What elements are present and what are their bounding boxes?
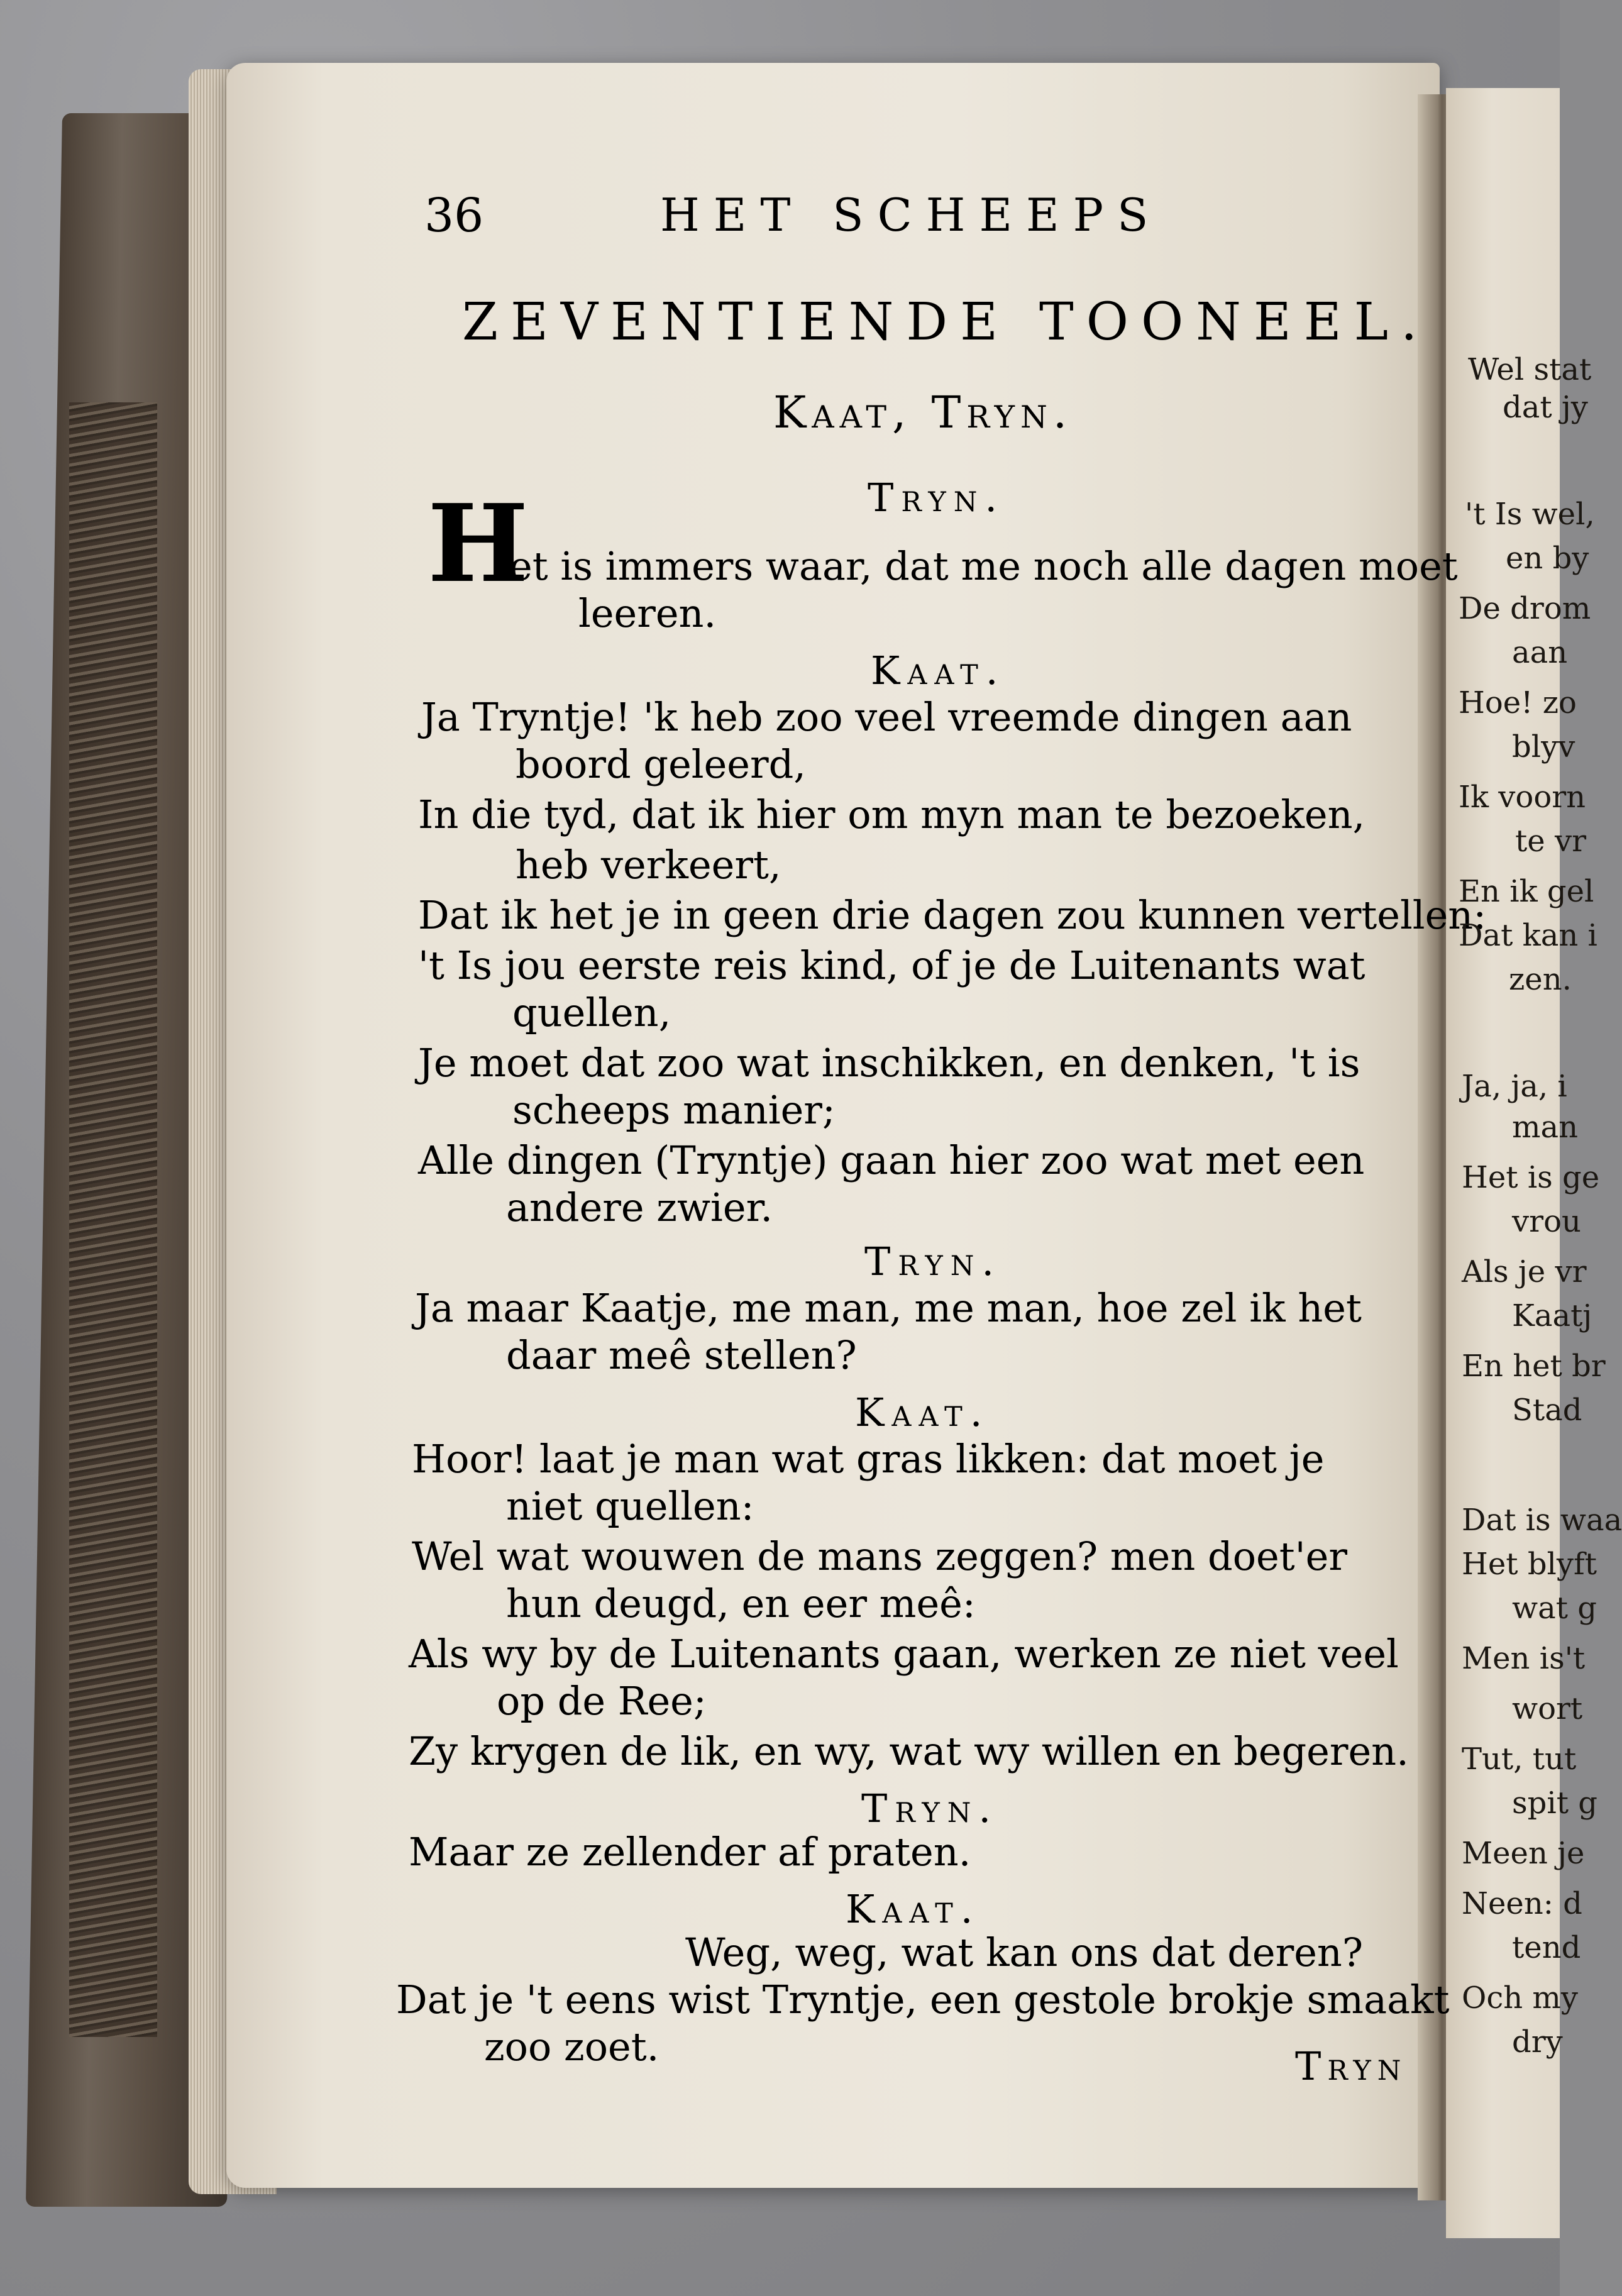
right-page-fragment: Hoe! zo (1459, 685, 1577, 720)
right-page-fragment: Kaatj (1512, 1298, 1592, 1333)
right-page-fragment: Neen: d (1462, 1886, 1582, 1921)
catchword: Tryn (1295, 2043, 1408, 2089)
right-page-fragment: Och my (1462, 1980, 1579, 2016)
right-page-fragment: Dat is waa (1462, 1503, 1622, 1538)
right-page-fragment: en by (1506, 541, 1589, 576)
character-list: Kaat, Tryn. (773, 387, 1073, 438)
right-page-fragment: dry (1512, 2024, 1563, 2060)
speaker-kaat: Kaat. (846, 1886, 981, 1932)
drop-cap: H (428, 481, 529, 607)
text-line: boord geleerd, (516, 741, 807, 787)
right-page-fragment: blyv (1512, 729, 1575, 764)
speaker-kaat: Kaat. (855, 1389, 990, 1435)
right-page-fragment: Dat kan i (1459, 918, 1597, 953)
text-line: op de Ree; (497, 1678, 707, 1724)
right-page-fragment: Het is ge (1462, 1160, 1600, 1195)
right-page-fragment: dat jy (1503, 390, 1588, 425)
right-page-fragment: Het blyft (1462, 1547, 1597, 1582)
text-line: quellen, (512, 990, 671, 1035)
text-line: Je moet dat zoo wat inschikken, en denken, 't is (418, 1040, 1360, 1086)
text-line: scheeps manier; (512, 1087, 836, 1133)
text-line: Maar ze zellender af praten. (409, 1829, 971, 1875)
right-page-fragment: Ik voorn (1459, 780, 1586, 815)
text-line: Weg, weg, wat kan ons dat deren? (685, 1929, 1364, 1975)
right-page-fragment: En het br (1462, 1349, 1606, 1384)
speaker-kaat: Kaat. (871, 648, 1006, 693)
speaker-tryn: Tryn. (864, 1239, 1002, 1284)
text-line: daar meê stellen? (506, 1332, 857, 1378)
right-page-fragment: man (1512, 1110, 1579, 1145)
right-page-fragment: te vr (1515, 824, 1587, 859)
text-line: In die tyd, dat ik hier om myn man te bezoeken, (418, 792, 1365, 837)
right-page-fragment: De drom (1459, 591, 1591, 626)
text-line: Alle dingen (Tryntje) gaan hier zoo wat met een (418, 1137, 1365, 1183)
text-line: Ja Tryntje! 'k heb zoo veel vreemde dingen aan (421, 694, 1352, 740)
text-line: Dat ik het je in geen drie dagen zou kunnen vertellen: (418, 892, 1487, 938)
right-page-fragment: Tut, tut (1462, 1741, 1577, 1777)
text-line: leeren. (578, 590, 717, 636)
text-line: andere zwier. (506, 1184, 773, 1230)
right-page-fragment: wat g (1512, 1591, 1597, 1626)
right-page-fragment: tend (1512, 1930, 1581, 1965)
text-line: et is immers waar, dat me noch alle dagen moet (509, 543, 1458, 589)
right-page-fragment: Men is't (1462, 1641, 1586, 1676)
right-page-fragment: Wel stat (1468, 352, 1592, 387)
text-line: zoo zoet. (484, 2024, 659, 2070)
page-number: 36 (424, 189, 484, 243)
scene-heading: ZEVENTIENDE TOONEEL. (462, 292, 1430, 352)
right-page-fragment: En ik gel (1459, 874, 1594, 909)
text-line: heb verkeert, (516, 842, 781, 888)
text-line: Zy krygen de lik, en wy, wat wy willen en begeren. (409, 1728, 1409, 1774)
right-page-fragment: Ja, ja, i (1462, 1069, 1567, 1104)
right-page-fragment: vrou (1512, 1204, 1581, 1239)
text-line: Wel wat wouwen de mans zeggen? men doet'er (412, 1533, 1347, 1579)
speaker-tryn: Tryn. (861, 1785, 999, 1831)
running-title: HET SCHEEPS (660, 189, 1162, 241)
right-page-fragment: spit g (1512, 1785, 1597, 1821)
right-page-fragment: wort (1512, 1691, 1583, 1726)
text-line: hun deugd, en eer meê: (506, 1581, 976, 1626)
right-page-fragment: Als je vr (1462, 1254, 1587, 1289)
right-page-fragment: Meen je (1462, 1836, 1585, 1871)
text-line: Ja maar Kaatje, me man, me man, hoe zel ik het (415, 1285, 1362, 1331)
text-line: Hoor! laat je man wat gras likken: dat moet je (412, 1436, 1325, 1482)
right-page-fragment: aan (1512, 635, 1568, 670)
right-page-fragment: Stad (1512, 1393, 1582, 1428)
text-line: niet quellen: (506, 1483, 754, 1529)
text-line: Als wy by de Luitenants gaan, werken ze niet veel (409, 1631, 1399, 1677)
text-line: 't Is jou eerste reis kind, of je de Luitenants wat (418, 942, 1365, 988)
right-page-fragment: 't Is wel, (1465, 497, 1595, 532)
text-line: Dat je 't eens wist Tryntje, een gestole brokje smaakt (396, 1977, 1450, 2023)
cover-marbled-paper (69, 402, 157, 2037)
right-page-fragment: zen. (1509, 962, 1572, 997)
speaker-tryn: Tryn. (868, 475, 1005, 521)
